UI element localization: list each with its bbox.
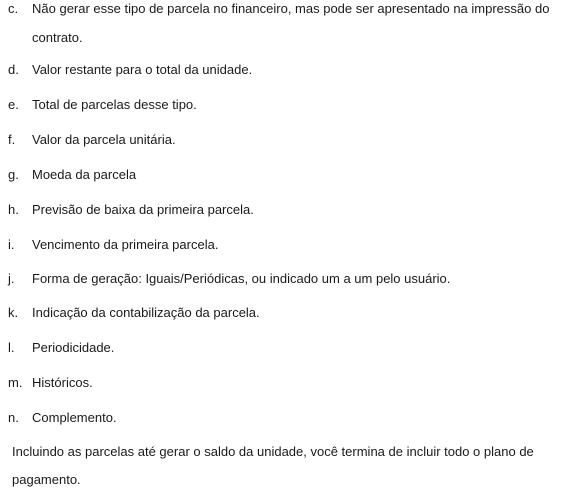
closing-paragraph: [12, 443, 572, 488]
list-item: [0, 270, 581, 287]
list-marker: c.: [8, 1, 19, 16]
list-marker: d.: [8, 62, 19, 77]
list-item-text: Vencimento da primeira parcela.: [32, 237, 219, 252]
paragraph-line: pagamento.: [12, 472, 81, 487]
list-item: [0, 409, 581, 426]
list-item: [0, 96, 581, 113]
list-item-text: Previsão de baixa da primeira parcela.: [32, 202, 254, 217]
list-item: [0, 131, 581, 148]
list-item: [0, 166, 581, 183]
list-item-text: Periodicidade.: [32, 340, 115, 355]
list-item: [0, 61, 581, 78]
list-item-text: Total de parcelas desse tipo.: [32, 97, 197, 112]
list-item-text: Históricos.: [32, 375, 93, 390]
list-marker: m.: [8, 375, 23, 390]
list-item: [0, 236, 581, 253]
list-item-text-continuation: contrato.: [32, 30, 83, 45]
list-item-text: Complemento.: [32, 410, 117, 425]
list-item: [0, 0, 581, 46]
list-item: [0, 304, 581, 321]
list-marker: f.: [8, 132, 16, 147]
list-marker: n.: [8, 410, 19, 425]
list-item-text: Indicação da contabilização da parcela.: [32, 305, 260, 320]
list-item-text: Forma de geração: Iguais/Periódicas, ou indicado um a um pelo usuário.: [32, 271, 451, 286]
paragraph-line: Incluindo as parcelas até gerar o saldo da unidade, você termina de incluir todo o plano de: [12, 444, 534, 459]
list-marker: j.: [8, 271, 15, 286]
list-marker: e.: [8, 97, 19, 112]
list-item: [0, 374, 581, 391]
list-marker: g.: [8, 167, 19, 182]
list-item: [0, 201, 581, 218]
list-item: [0, 339, 581, 356]
list-item-text: Moeda da parcela: [32, 167, 137, 182]
list-item-text: Valor restante para o total da unidade.: [32, 62, 253, 77]
list-marker: k.: [8, 305, 19, 320]
list-item-text: Não gerar esse tipo de parcela no financeiro, mas pode ser apresentado na impressão do: [32, 1, 550, 16]
list-marker: h.: [8, 202, 19, 217]
list-marker: i.: [8, 237, 15, 252]
list-item-text: Valor da parcela unitária.: [32, 132, 176, 147]
list-marker: l.: [8, 340, 15, 355]
